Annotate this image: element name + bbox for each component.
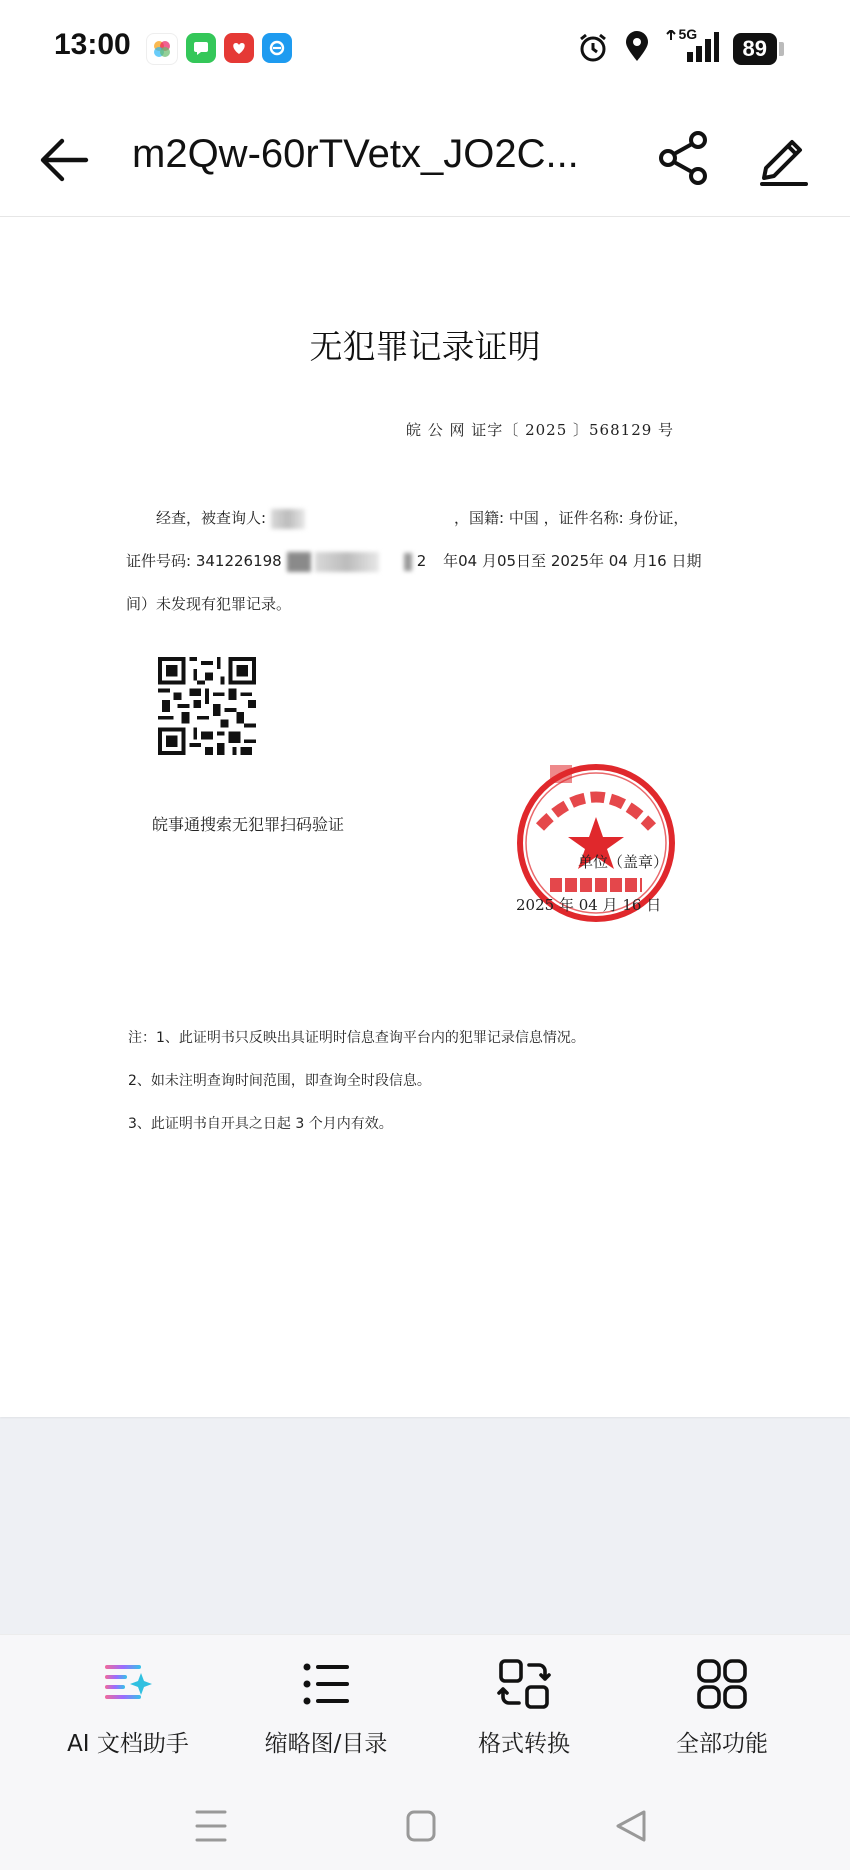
body-line-3: 间）未发现有犯罪记录。 (126, 595, 292, 613)
unit-seal-label: 单位（盖章） (578, 853, 669, 871)
note-3: 3、此证明书自开具之日起 3 个月内有效。 (128, 1116, 393, 1132)
verification-qr-code[interactable] (158, 657, 256, 755)
redacted-id-tail (315, 552, 379, 572)
health-icon (224, 33, 254, 63)
notification-icons (146, 33, 292, 65)
all-features-button[interactable] (622, 1657, 822, 1758)
redacted-name (271, 509, 305, 529)
note-1: 注：1、此证明书只反映出具证明时信息查询平台内的犯罪记录信息情况。 (128, 1030, 585, 1046)
back-button[interactable] (36, 130, 96, 190)
system-back-button[interactable] (606, 1804, 656, 1848)
body-line-1-suffix: ，国籍: 中国 ，证件名称: 身份证， (454, 509, 689, 527)
document-title: m2Qw-60rTVetx_JO2C... (132, 132, 579, 176)
ele-me-icon (262, 33, 292, 63)
ai-assistant-label: AI 文档助手 (67, 1731, 189, 1757)
share-icon (654, 128, 714, 188)
alarm-icon (577, 31, 609, 67)
battery-level: 89 (733, 33, 777, 65)
inquiry-label: 经查，被查询人: (156, 509, 267, 527)
share-button[interactable] (654, 128, 714, 188)
pencil-icon (754, 128, 814, 188)
format-convert-label: 格式转换 (478, 1731, 570, 1757)
back-triangle-icon (606, 1804, 656, 1848)
qr-caption: 皖事通搜索无犯罪扫码验证 (152, 815, 345, 834)
body-line-2 (126, 550, 379, 572)
battery-tip (779, 42, 784, 56)
battery-indicator (733, 33, 784, 65)
id-fragment: 2 (416, 552, 427, 570)
convert-icon (497, 1657, 551, 1711)
all-features-label: 全部功能 (676, 1731, 768, 1757)
menu-icon (186, 1804, 236, 1848)
issue-date: 2025 年 04 月 16 日 (516, 896, 662, 914)
network-label: 5G (678, 26, 698, 42)
format-convert-button[interactable] (424, 1657, 624, 1758)
date-range: 年04 月05日至 2025年 04 月16 日期 (443, 552, 702, 570)
messages-icon (186, 33, 216, 63)
top-app-bar (0, 100, 850, 217)
photos-icon (146, 33, 178, 65)
status-bar (0, 0, 850, 100)
body-line-2-suffix (404, 550, 701, 571)
note-2: 2、如未注明查询时间范围，即查询全时段信息。 (128, 1073, 431, 1089)
redacted-digit (404, 553, 412, 571)
system-nav-bar (0, 1784, 850, 1870)
document-viewport[interactable] (0, 217, 850, 1634)
redacted-id (287, 552, 311, 572)
status-indicators (577, 26, 784, 68)
certificate-number: 皖 公 网 证字〔 2025 〕568129 号 (406, 421, 675, 439)
certificate-title: 无犯罪记录证明 (309, 327, 541, 366)
signal-icon (665, 26, 719, 68)
document-page[interactable] (0, 217, 850, 1417)
list-icon (299, 1657, 353, 1711)
status-time: 13:00 (54, 28, 131, 61)
bottom-toolbar (0, 1634, 850, 1785)
ai-assistant-icon (101, 1657, 155, 1711)
home-button[interactable] (396, 1804, 446, 1848)
ai-assistant-button[interactable] (28, 1657, 228, 1758)
grid-icon (695, 1657, 749, 1711)
recent-apps-button[interactable] (186, 1804, 236, 1848)
edit-button[interactable] (754, 128, 814, 188)
body-line-1 (156, 507, 305, 529)
location-icon (623, 31, 651, 67)
home-icon (396, 1804, 446, 1848)
id-number-label: 证件号码: 341226198 (126, 552, 282, 570)
thumbnail-toc-label: 缩略图/目录 (264, 1731, 388, 1757)
thumbnail-toc-button[interactable] (226, 1657, 426, 1758)
arrow-left-icon (36, 130, 96, 190)
